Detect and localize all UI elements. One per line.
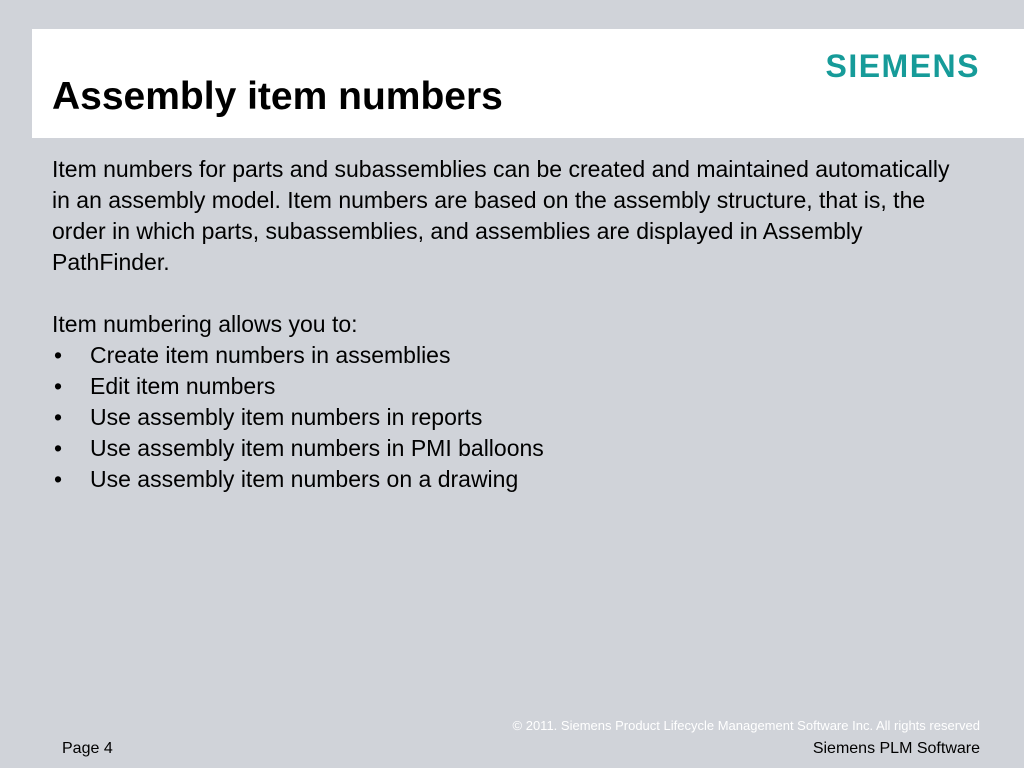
bullet-icon: •: [54, 342, 63, 368]
bullet-item: [52, 340, 952, 371]
bullet-icon: •: [54, 466, 63, 492]
bullet-item: [52, 371, 952, 402]
bullet-text: Use assembly item numbers on a drawing: [90, 466, 519, 492]
company-name: Siemens PLM Software: [812, 740, 980, 757]
bullet-text: Edit item numbers: [90, 373, 276, 399]
slide-body: [52, 154, 952, 495]
slide-title: Assembly item numbers: [52, 75, 503, 118]
siemens-logo: SIEMENS: [825, 48, 980, 84]
bullet-text: Create item numbers in assemblies: [90, 342, 451, 368]
bullet-icon: •: [54, 404, 63, 430]
copyright-notice: © 2011. Siemens Product Lifecycle Management Software Inc. All rights reserved: [512, 718, 980, 733]
bullet-item: [52, 433, 952, 464]
list-heading: Item numbering allows you to:: [52, 311, 358, 337]
bullet-icon: •: [54, 435, 63, 461]
paragraph-spacer: [52, 278, 952, 309]
bullet-icon: •: [54, 373, 63, 399]
bullet-item: [52, 402, 952, 433]
bullet-list: [52, 340, 952, 495]
bullet-item: [52, 464, 952, 495]
bullet-text: Use assembly item numbers in PMI balloons: [90, 435, 544, 461]
page-number: Page 4: [62, 740, 113, 757]
header-band: [32, 29, 1024, 138]
intro-paragraph: Item numbers for parts and subassemblies can be created and maintained automatically in an assembly model. Item numbers are based on the assembly structure, that is, the order in which parts, subassemblies, and assemblies are displayed in Assembly PathFinder.: [52, 156, 950, 275]
bullet-text: Use assembly item numbers in reports: [90, 404, 483, 430]
